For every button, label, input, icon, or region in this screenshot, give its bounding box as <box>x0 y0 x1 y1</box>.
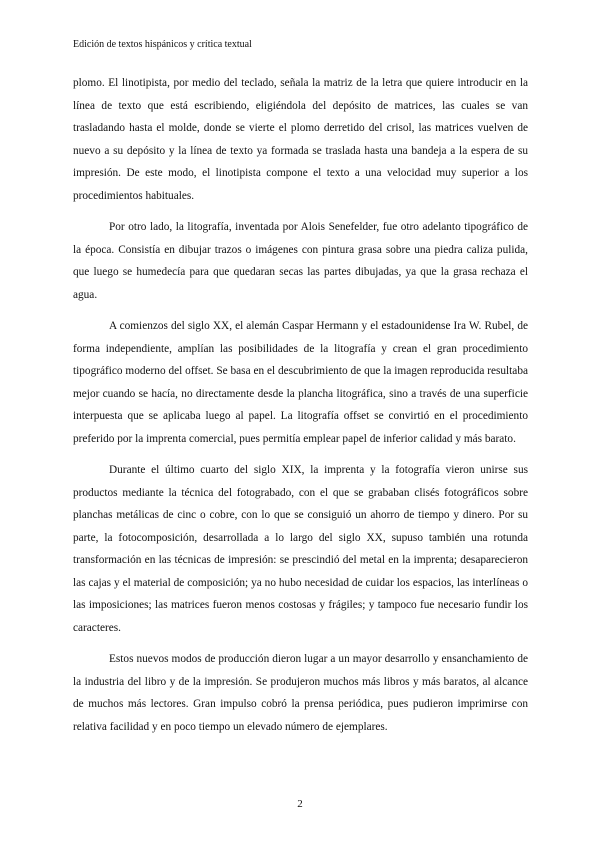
paragraph-photoengraving: Durante el último cuarto del siglo XIX, la imprenta y la fotografía vieron unirse sus productos mediante la técnica del fotograbado, con el que se grababan clisés fotográficos sobre planchas metálicas de cinc o cobre, con lo que se consiguió un ahorro de tiempo y dinero. Por su parte, la fotocomposición, desarrollada a lo largo del siglo XX, supuso también una rotunda transformación en las técnicas de impresión: se prescindió del metal en la imprenta; desaparecieron las cajas y el material de composición; ya no hubo necesidad de cuidar los espacios, las interlíneas o las imposiciones; las matrices fueron menos costosas y frágiles; y tampoco fue necesario fundir los caracteres. <box>73 464 528 634</box>
body-text <box>73 72 528 747</box>
paragraph-new-production-modes: Estos nuevos modos de producción dieron lugar a un mayor desarrollo y ensanchamiento de la industria del libro y de la impresión. Se produjeron muchos más libros y más baratos, al alcance de muchos más lectores. Gran impulso cobró la prensa periódica, pues pudieron imprimirse con relativa facilidad y en poco tiempo un elevado número de ejemplares. <box>73 653 528 733</box>
paragraph-offset: A comienzos del siglo XX, el alemán Caspar Hermann y el estadounidense Ira W. Rubel, de forma independiente, amplían las posibilidades de la litografía y crean el gran procedimiento tipográfico moderno del offset. Se basa en el descubrimiento de que la imagen reproducida resultaba mejor cuando se hacía, no directamente desde la plancha litográfica, sino a través de una superficie interpuesta que se aplicaba luego al papel. La litografía offset se convirtió en el procedimiento preferido por la imprenta comercial, pues permitía emplear papel de inferior calidad y más barato. <box>73 320 528 445</box>
page-number: 2 <box>297 798 303 810</box>
paragraph-lithography: Por otro lado, la litografía, inventada por Alois Senefelder, fue otro adelanto tipográfico de la época. Consistía en dibujar trazos o imágenes con pintura grasa sobre una piedra caliza pulida, que luego se humedecía para que quedaran secas las partes dibujadas, ya que la grasa rechaza el agua. <box>73 221 528 301</box>
running-header: Edición de textos hispánicos y crítica textual <box>73 39 252 50</box>
paragraph-continuation: plomo. El linotipista, por medio del teclado, señala la matriz de la letra que quiere introducir en la línea de texto que está escribiendo, eligiéndola del depósito de matrices, las cuales se van trasladando hasta el molde, donde se vierte el plomo derretido del crisol, las matrices vuelven de nuevo a su depósito y la línea de texto ya formada se traslada hasta una bandeja a la espera de su impresión. De este modo, el linotipista compone el texto a una velocidad muy superior a los procedimientos habituales. <box>73 77 528 202</box>
